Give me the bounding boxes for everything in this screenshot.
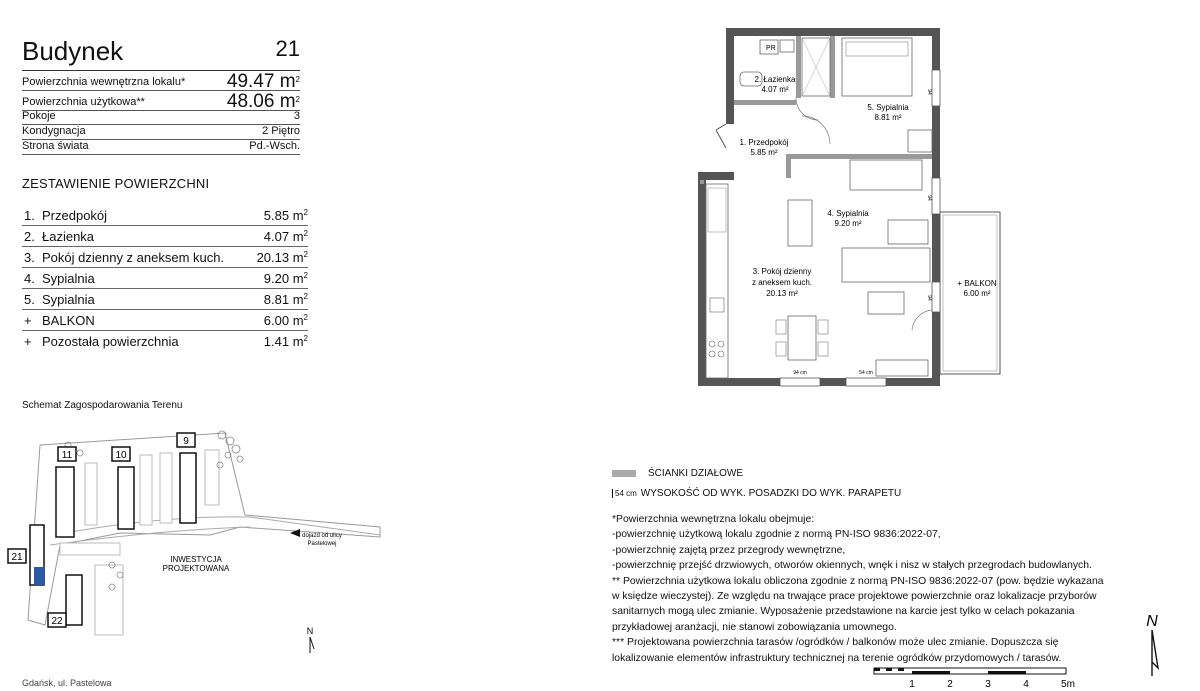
summary-row bbox=[22, 226, 308, 247]
shower-icon bbox=[802, 38, 830, 96]
bed-icon bbox=[850, 160, 922, 190]
summary-row-name: Przedpokój bbox=[42, 208, 108, 223]
chair-icon bbox=[776, 320, 828, 356]
summary-row-area: 6.00 $m^2$ bbox=[263, 313, 308, 328]
site-access-label: dojazd od ulicy bbox=[302, 533, 342, 539]
site-north-label: N bbox=[306, 626, 314, 636]
site-building-11 bbox=[56, 467, 74, 537]
info-row-orientation bbox=[22, 139, 300, 155]
summary-row-number: 2. bbox=[24, 229, 35, 244]
info-value: 48.06 $m^2$ bbox=[226, 91, 300, 112]
summary-row-area: 9.20 $m^2$ bbox=[263, 271, 308, 286]
summary-row bbox=[22, 310, 308, 331]
tv-cabinet-icon bbox=[876, 360, 928, 376]
summary-row bbox=[22, 205, 308, 226]
note-line: przykładowej aranżacji, nie stanowi zobowiązania umownego. bbox=[612, 621, 897, 633]
summary-row bbox=[22, 268, 308, 289]
summary-row-number: 1. bbox=[24, 208, 35, 223]
info-row-rooms bbox=[22, 110, 300, 125]
note-line: *Powierzchnia wewnętrzna lokalu obejmuje: bbox=[612, 514, 815, 525]
building-title-row bbox=[22, 36, 300, 71]
site-building-22 bbox=[66, 575, 82, 625]
info-value: 3 bbox=[293, 110, 300, 122]
north-label: N bbox=[1146, 613, 1158, 630]
site-road bbox=[50, 527, 250, 545]
site-label-9: 9 bbox=[183, 436, 189, 447]
stove-icon bbox=[718, 351, 724, 357]
pillow-icon bbox=[846, 42, 908, 56]
room-3-name: z aneksem kuch. bbox=[751, 278, 813, 287]
scale-label: 5m bbox=[1061, 679, 1075, 690]
summary-row-name: Łazienka bbox=[42, 229, 95, 244]
wardrobe-icon bbox=[908, 130, 932, 152]
coffee-table-icon bbox=[868, 292, 904, 314]
summary-row-name: Pokój dzienny z aneksem kuch. bbox=[42, 250, 225, 265]
info-key: Powierzchnia wewnętrzna lokalu* bbox=[22, 76, 186, 88]
legend-walls-text: ŚCIANKI DZIAŁOWE bbox=[648, 468, 744, 479]
summary-row-area: 5.85 $m^2$ bbox=[263, 208, 308, 223]
building-number: 21 bbox=[275, 36, 300, 61]
desk-icon bbox=[888, 220, 928, 244]
pr-label: PR bbox=[766, 45, 776, 52]
summary-row-area: 20.13 $m^2$ bbox=[256, 250, 308, 265]
summary-title: ZESTAWIENIE POWIERZCHNI bbox=[22, 176, 210, 191]
room-4-name: 4. Sypialnia bbox=[827, 209, 869, 218]
balcony-area: 6.00 m² bbox=[963, 289, 991, 298]
door-swing-icon bbox=[912, 310, 932, 330]
sink-icon bbox=[710, 298, 724, 312]
dining-table-icon bbox=[788, 316, 816, 360]
info-row-internal-area bbox=[22, 70, 300, 91]
site-selected-building-marker bbox=[34, 567, 44, 585]
summary-row-area: 1.41 $m^2$ bbox=[263, 334, 308, 349]
note-line: w księdze wieczystej). Ze względu na trwające prace projektowe powierzchnie oraz lokalizacje przyborów bbox=[612, 591, 1097, 603]
summary-row bbox=[22, 289, 308, 310]
wall-swatch bbox=[612, 470, 636, 477]
info-key: Kondygnacja bbox=[22, 125, 86, 137]
summary-row-number: 4. bbox=[24, 271, 35, 286]
stove-icon bbox=[709, 341, 715, 347]
info-row-floor bbox=[22, 124, 300, 140]
legend-sill-text: WYSOKOŚĆ OD WYK. POSADZKI DO WYK. PARAPETU bbox=[640, 488, 902, 499]
room-3-name: 3. Pokój dzienny bbox=[752, 267, 812, 276]
sofa-icon bbox=[842, 248, 930, 282]
legend-sill bbox=[612, 488, 901, 499]
north-arrow-icon bbox=[1152, 630, 1158, 676]
room-5-name: 5. Sypialnia bbox=[867, 103, 909, 112]
building-label: Budynek bbox=[22, 36, 124, 66]
info-row-usable-area bbox=[22, 90, 300, 111]
scale-label: 4 bbox=[1023, 679, 1029, 690]
scale-bar bbox=[868, 664, 1088, 691]
summary-row-number: + bbox=[24, 313, 32, 328]
stove-icon bbox=[709, 351, 715, 357]
summary-row-area: 4.07 $m^2$ bbox=[263, 229, 308, 244]
info-key: Powierzchnia użytkowa** bbox=[22, 96, 145, 108]
info-value: Pd.-Wsch. bbox=[249, 140, 300, 152]
bed-icon bbox=[842, 38, 912, 96]
note-line: lokalizowanie elementów infrastruktury technicznej na terenie ogródków przydomowych / tarasów. bbox=[612, 652, 1062, 664]
room-3-area: 20.13 m² bbox=[766, 289, 798, 298]
fridge-icon bbox=[708, 188, 726, 232]
note-line: *** Projektowana powierzchnia tarasów /ogródków / balkonów może ulec zmianie. Dopuszcza się bbox=[612, 637, 1059, 649]
kitchen-counter bbox=[706, 184, 728, 378]
site-building-9 bbox=[180, 453, 196, 523]
north-arrow-icon bbox=[310, 637, 314, 653]
sink-icon bbox=[780, 40, 794, 52]
entry-door-icon bbox=[716, 124, 726, 148]
stove-icon bbox=[718, 341, 724, 347]
room-1-name: 1. Przedpokój bbox=[739, 138, 789, 147]
notes bbox=[612, 512, 1152, 666]
summary-row-name: Pozostała powierzchnia bbox=[42, 334, 179, 349]
room-2-area: 4.07 m² bbox=[761, 85, 789, 94]
scale-label: 2 bbox=[947, 679, 953, 690]
info-value: 2 Piętro bbox=[262, 125, 300, 137]
note-line: sanitarnych mogą ulec zmianie. Wyposażenie przedstawione na karcie jest tylko w celach pokazania bbox=[612, 606, 1075, 618]
site-label-22: 22 bbox=[51, 616, 63, 627]
windows bbox=[780, 70, 940, 386]
info-key: Pokoje bbox=[22, 110, 56, 122]
exterior-walls bbox=[698, 28, 940, 386]
summary-row-area: 8.81 $m^2$ bbox=[263, 292, 308, 307]
site-footer: Gdańsk, ul. Pastelowa bbox=[22, 678, 112, 688]
note-line: -powierzchnię użytkową lokalu zgodnie z normą PN-ISO 9836:2022-07, bbox=[612, 529, 941, 541]
site-label-11: 11 bbox=[61, 450, 73, 461]
sill-height-label: 94 cm bbox=[793, 370, 807, 376]
site-label-10: 10 bbox=[115, 450, 127, 461]
summary-row-number: + bbox=[24, 334, 32, 349]
sill-height-label: 54 cm bbox=[859, 370, 873, 376]
site-label-21: 21 bbox=[11, 552, 23, 563]
room-2-name: 2. Łazienka bbox=[754, 75, 796, 84]
scale-label: 1 bbox=[909, 679, 915, 690]
note-line: -powierzchnię zajętą przez przegrody wewnętrzne, bbox=[612, 544, 846, 556]
note-line: ** Powierzchnia użytkowa lokalu obliczona zgodnie z normą PN-ISO 9836:2022-07 (pow. będzie wykazana bbox=[612, 575, 1104, 587]
summary-row-number: 5. bbox=[24, 292, 35, 307]
north-indicator bbox=[1138, 610, 1168, 680]
sill-icon: 54 cm bbox=[612, 489, 637, 498]
summary-row-name: BALKON bbox=[42, 313, 95, 328]
summary-row bbox=[22, 331, 308, 351]
room-5-area: 8.81 m² bbox=[874, 113, 902, 122]
scale-label: 3 bbox=[985, 679, 991, 690]
summary-row-number: 3. bbox=[24, 250, 35, 265]
balcony-name: + BALKON bbox=[957, 279, 997, 288]
site-building-10 bbox=[118, 467, 134, 529]
site-project-label: INWESTYCJA bbox=[170, 555, 222, 564]
sill-height-label: 94 bbox=[926, 89, 932, 95]
site-plan-title: Schemat Zagospodarowania Terenu bbox=[22, 400, 183, 411]
floor-plan bbox=[690, 20, 1010, 390]
info-key: Strona świata bbox=[22, 140, 89, 152]
info-value: 49.47 $m^2$ bbox=[226, 71, 300, 92]
sill-height-label: 94 bbox=[926, 195, 932, 201]
site-plan bbox=[0, 415, 390, 691]
site-project-label: PROJEKTOWANA bbox=[162, 564, 230, 573]
room-4-area: 9.20 m² bbox=[834, 219, 862, 228]
sill-height-label: 94 bbox=[926, 295, 932, 301]
legend-walls bbox=[612, 468, 743, 479]
summary-row bbox=[22, 247, 308, 268]
summary-row-name: Sypialnia bbox=[42, 292, 95, 307]
room-1-area: 5.85 m² bbox=[750, 148, 778, 157]
summary-row-name: Sypialnia bbox=[42, 271, 95, 286]
note-line: -powierzchnię przejść drzwiowych, otworów okiennych, wnęk i nisz w stałych przegrodach budowlanych. bbox=[612, 560, 1092, 572]
site-access-label: Pastelowej bbox=[307, 541, 337, 547]
wardrobe-icon bbox=[788, 200, 812, 246]
